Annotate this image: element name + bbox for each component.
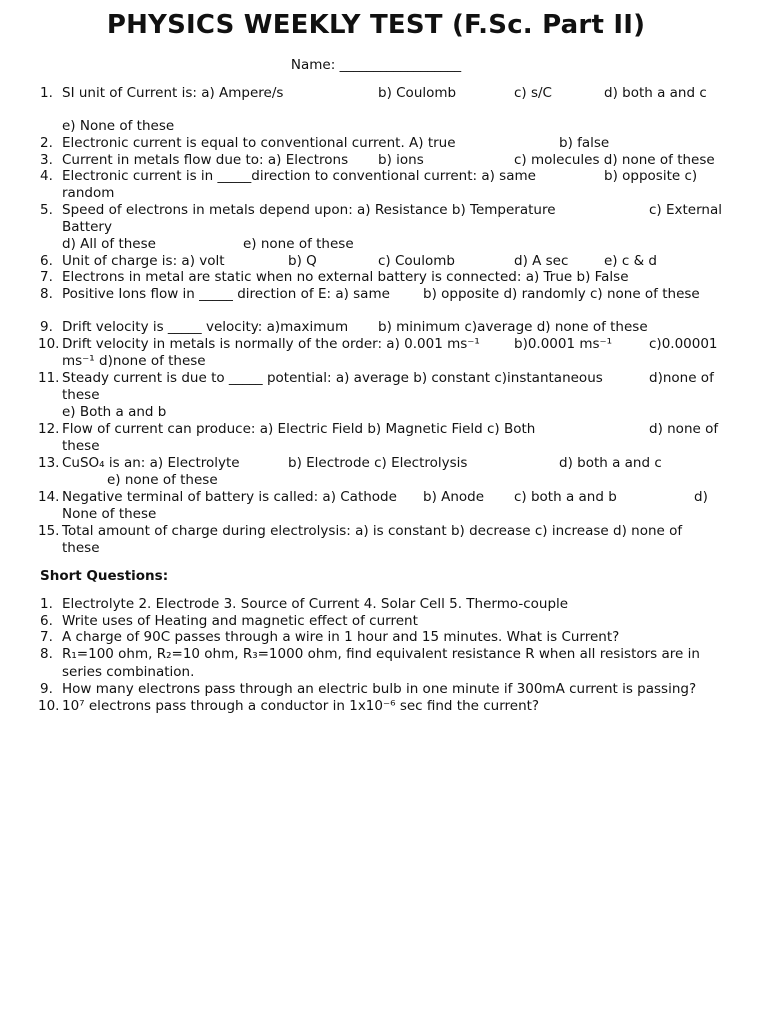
question-text: Electronic current is in _____direction to conventional current: a) same [62,168,536,184]
question-number: 6. [40,613,53,629]
question-text: ms⁻¹ d)none of these [62,353,206,369]
question-text: c) molecules d) none of these [514,152,715,168]
question-text: None of these [62,506,157,522]
question-text: Electrolyte 2. Electrode 3. Source of Current 4. Solar Cell 5. Thermo-couple [62,596,569,612]
question-number: 8. [40,286,53,302]
question-text: Write uses of Heating and magnetic effect of current [62,613,418,629]
question-text: these [62,438,100,454]
question-number: 4. [40,168,53,184]
question-number: 10. [38,336,60,352]
question-text: b) Anode [423,489,485,505]
question-text: A charge of 90C passes through a wire in 1 hour and 15 minutes. What is Current? [62,629,620,645]
question-text: Total amount of charge during electrolysis: a) is constant b) decrease c) increase d) none of [62,523,683,539]
question-text: d) A sec [514,253,569,269]
question-number: 2. [40,135,53,151]
question-number: 7. [40,269,53,285]
question-number: 1. [40,596,53,612]
question-text: b) ions [378,152,424,168]
question-number: 11. [38,370,60,386]
question-text: Speed of electrons in metals depend upon: a) Resistance b) Temperature [62,202,556,218]
question-text: Drift velocity is _____ velocity: a)maximum [62,319,349,335]
question-text: these [62,387,100,403]
question-text: Flow of current can produce: a) Electric Field b) Magnetic Field c) Both [62,421,536,437]
question-text: b) opposite d) randomly c) none of these [423,286,700,302]
question-text: c) Coulomb [378,253,455,269]
question-number: 12. [38,421,60,437]
question-text: b) Coulomb [378,85,457,101]
question-text: d) both a and c [559,455,662,471]
question-text: random [62,185,115,201]
question-number: 5. [40,202,53,218]
question-number: 9. [40,681,53,697]
question-number: 13. [38,455,60,471]
page-title: PHYSICS WEEKLY TEST (F.Sc. Part II) [106,10,646,40]
question-text: b) false [559,135,610,151]
question-text: b) opposite c) [604,168,698,184]
question-text: b)0.0001 ms⁻¹ [514,336,613,352]
question-text: Unit of charge is: a) volt [62,253,225,269]
question-text: c) both a and b [514,489,617,505]
question-number: 8. [40,646,53,662]
question-text: b) Q [288,253,317,269]
question-text: e) none of these [107,472,218,488]
question-text: these [62,540,100,556]
question-number: 7. [40,629,53,645]
question-text: R₁=100 ohm, R₂=10 ohm, R₃=1000 ohm, find equivalent resistance R when all resistors are in [62,646,700,662]
question-text: How many electrons pass through an electric bulb in one minute if 300mA current is passing? [62,681,697,697]
question-text: c) s/C [514,85,552,101]
question-text: e) None of these [62,118,175,134]
question-text: c)0.00001 [649,336,718,352]
question-text: Positive Ions flow in _____ direction of E: a) same [62,286,390,302]
question-text: d) none of [649,421,719,437]
question-text: c) External [649,202,722,218]
question-text: d)none of [649,370,714,386]
question-text: Battery [62,219,112,235]
question-text: d) All of these [62,236,156,252]
question-text: Steady current is due to _____ potential: a) average b) constant c)instantaneous [62,370,603,386]
question-text: Electronic current is equal to conventional current. A) true [62,135,456,151]
question-text: SI unit of Current is: a) Ampere/s [62,85,284,101]
question-text: d) [694,489,708,505]
question-text: b) minimum c)average d) none of these [378,319,648,335]
question-number: 14. [38,489,60,505]
question-text: Negative terminal of battery is called: a) Cathode [62,489,397,505]
question-text: d) both a and c [604,85,707,101]
question-text: series combination. [62,664,195,680]
question-number: 1. [40,85,53,101]
question-text: e) none of these [243,236,354,252]
question-number: 3. [40,152,53,168]
question-text: 10⁷ electrons pass through a conductor in 1x10⁻⁶ sec find the current? [62,698,540,714]
question-text: CuSO₄ is an: a) Electrolyte [62,455,240,471]
question-text: b) Electrode c) Electrolysis [288,455,468,471]
question-text: Current in metals flow due to: a) Electrons [62,152,349,168]
question-number: 15. [38,523,60,539]
question-text: e) Both a and b [62,404,167,420]
question-text: e) c & d [604,253,657,269]
short-questions-heading: Short Questions: [40,568,169,584]
name-field: Name: __________________ [290,57,462,73]
question-number: 6. [40,253,53,269]
question-text: Drift velocity in metals is normally of the order: a) 0.001 ms⁻¹ [62,336,480,352]
question-number: 9. [40,319,53,335]
question-number: 10. [38,698,60,714]
question-text: Electrons in metal are static when no external battery is connected: a) True b) False [62,269,629,285]
